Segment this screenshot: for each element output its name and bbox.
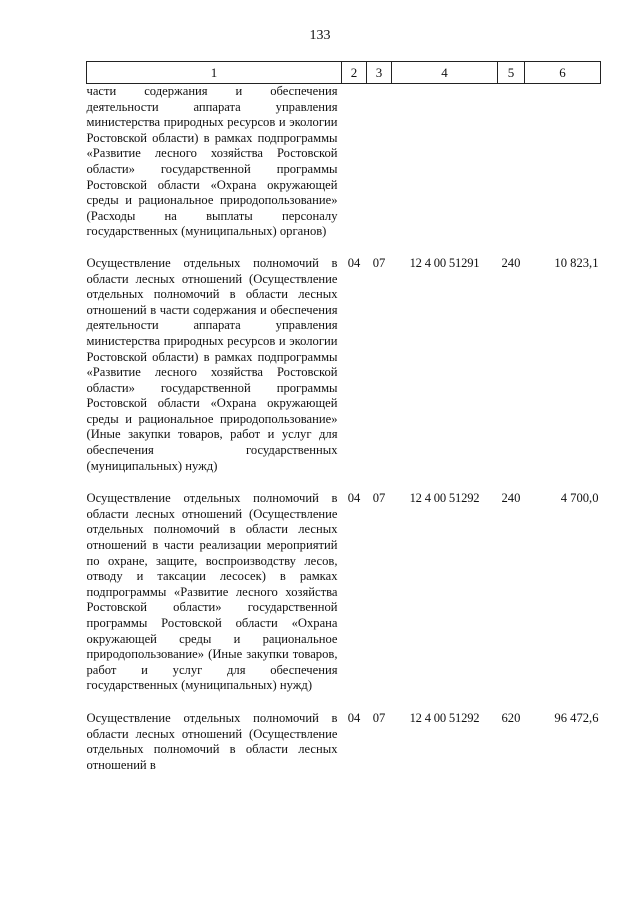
row-section-code: 04 — [347, 491, 361, 506]
header-col-4: 4 — [392, 62, 498, 84]
row-subsection-code: 07 — [372, 710, 386, 725]
row-subsection-code: 07 — [372, 255, 386, 270]
row-amount: 4 700,0 — [560, 491, 599, 506]
row-amount: 10 823,1 — [554, 255, 599, 270]
row-subsection-code: 07 — [372, 491, 386, 506]
row-amount: 96 472,6 — [554, 710, 599, 725]
row-target-code — [392, 84, 498, 252]
table-row — [87, 84, 601, 252]
header-col-1: 1 — [87, 62, 342, 84]
header-col-6: 6 — [525, 62, 601, 84]
table-row — [87, 707, 601, 786]
table-row — [87, 252, 601, 487]
row-expense-type — [498, 84, 525, 252]
table-header-row — [87, 62, 601, 84]
row-subsection-code — [367, 84, 392, 252]
row-target-code: 12 4 00 51292 — [409, 710, 480, 725]
header-col-5: 5 — [498, 62, 525, 84]
budget-table — [86, 61, 601, 786]
row-expense-type: 240 — [501, 491, 521, 506]
row-description: части содержания и обеспечения деятельности аппарата управления министерства природных ресурсов и экологии Ростовской области) в рамках подпрограммы «Развитие лесного хозяйства Ростовской области» государственной программы Ростовской области «Охрана окружающей среды и рациональное природопользование» (Расходы на выплаты персоналу государственных (муниципальных) органов) — [86, 84, 338, 239]
row-target-code: 12 4 00 51292 — [409, 491, 480, 506]
page-number: 133 — [309, 28, 331, 43]
header-col-2: 2 — [342, 62, 367, 84]
row-target-code: 12 4 00 51291 — [409, 255, 480, 270]
table-row — [87, 487, 601, 707]
row-expense-type: 620 — [501, 710, 521, 725]
row-description: Осуществление отдельных полномочий в области лесных отношений (Осуществление отдельных полномочий в области лесных отношений в части содержания и обеспечения деятельности аппарата управления министерства природных ресурсов и экологии Ростовской области) в рамках подпрограммы «Развитие лесного хозяйства Ростовской области» государственной программы Ростовской области «Охрана окружающей среды и рациональное природопользование» (Иные закупки товаров, работ и услуг для обеспечения государственных (муниципальных) нужд) — [86, 255, 338, 473]
row-section-code — [342, 84, 367, 252]
row-section-code: 04 — [347, 710, 361, 725]
row-description: Осуществление отдельных полномочий в области лесных отношений (Осуществление отдельных полномочий в области лесных отношений в — [86, 710, 338, 772]
row-amount — [525, 84, 601, 252]
row-section-code: 04 — [347, 255, 361, 270]
header-col-3: 3 — [367, 62, 392, 84]
row-description: Осуществление отдельных полномочий в области лесных отношений (Осуществление отдельных полномочий в области лесных отношений в части реализации мероприятий по охране, защите, воспроизводству лесов, отводу и таксации лесосек) в рамках подпрограммы «Развитие лесного хозяйства Ростовской области» государственной программы Ростовской области «Охрана окружающей среды и рациональное природопользование» (Иные закупки товаров, работ и услуг для обеспечения государственных (муниципальных) нужд) — [86, 491, 338, 693]
row-expense-type: 240 — [501, 255, 521, 270]
